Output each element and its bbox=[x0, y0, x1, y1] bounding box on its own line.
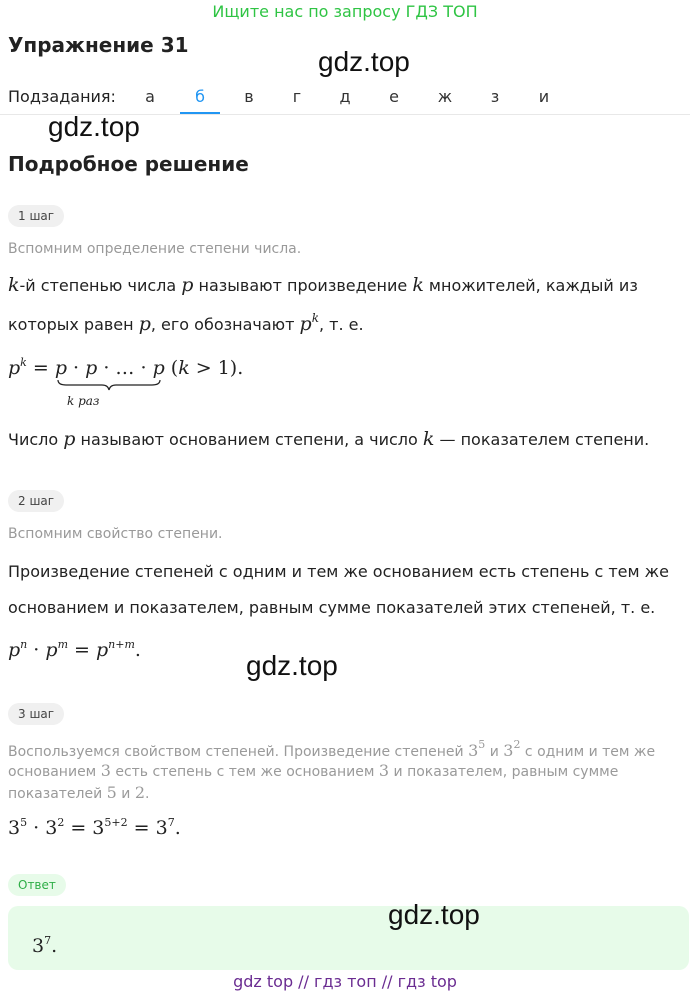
tab-b[interactable]: б bbox=[195, 87, 205, 106]
tab-zh[interactable]: ж bbox=[437, 87, 453, 106]
step-3-chip: 3 шаг bbox=[8, 703, 64, 725]
step-2-formula: $p^n \cdot p^m = p^{n+m}$. bbox=[8, 638, 141, 661]
underbrace bbox=[56, 378, 164, 392]
watermark: gdz.top bbox=[388, 899, 480, 930]
step-3-hint-line-2: основанием 3 есть степень с тем же основанием 3 и показателем, равным сумме bbox=[8, 761, 619, 780]
subtasks-label: Подзадания: bbox=[8, 87, 116, 106]
footer-links[interactable]: gdz top // гдз топ // гдз top bbox=[233, 972, 457, 991]
step-1-chip: 1 шаг bbox=[8, 205, 64, 227]
brace-label: k раз bbox=[67, 394, 100, 408]
watermark: gdz.top bbox=[318, 46, 410, 77]
answer-box bbox=[8, 906, 689, 970]
step-1-line-2: которых равен p, его обозначают $p^k$, т. е. bbox=[8, 311, 364, 335]
step-1-formula: $p^k = p \cdot p$ · … · p (k > 1). bbox=[8, 356, 244, 379]
answer-value: $3^7$. bbox=[32, 934, 58, 957]
page-title: Упражнение 31 bbox=[8, 33, 189, 57]
promo-banner: Ищите нас по запросу ГДЗ ТОП bbox=[212, 2, 478, 21]
watermark: gdz.top bbox=[246, 650, 338, 681]
solution-heading: Подробное решение bbox=[8, 152, 249, 176]
tab-g[interactable]: г bbox=[292, 87, 302, 106]
tab-i[interactable]: и bbox=[538, 87, 550, 106]
step-3-hint-line-3: показателей 5 и 2. bbox=[8, 783, 150, 802]
tab-d[interactable]: д bbox=[339, 87, 351, 106]
step-3-hint-line-1: Воспользуемся свойством степеней. Произведение степеней $3^5$ и $3^2$ с одним и тем же bbox=[8, 738, 656, 760]
step-2-hint: Вспомним свойство степени. bbox=[8, 526, 223, 542]
step-3-formula: $3^5 \cdot 3^2 = 3^{5+2} = 3^7$. bbox=[8, 816, 181, 839]
step-1-hint: Вспомним определение степени числа. bbox=[8, 241, 302, 257]
tab-z[interactable]: з bbox=[490, 87, 500, 106]
tab-e[interactable]: е bbox=[389, 87, 399, 106]
step-2-chip: 2 шаг bbox=[8, 490, 64, 512]
tab-a[interactable]: а bbox=[145, 87, 155, 106]
watermark: gdz.top bbox=[48, 111, 140, 142]
step-1-line-1: k-й степенью числа p называют произведение k множителей, каждый из bbox=[8, 274, 638, 296]
step-2-line-2: основанием и показателем, равным сумме показателей этих степеней, т. е. bbox=[8, 598, 656, 617]
answer-chip: Ответ bbox=[8, 874, 66, 896]
step-1-line-3: Число p называют основанием степени, а число k — показателем степени. bbox=[8, 428, 650, 450]
tab-v[interactable]: в bbox=[244, 87, 254, 106]
step-2-line-1: Произведение степеней с одним и тем же основанием есть степень с тем же bbox=[8, 562, 669, 581]
